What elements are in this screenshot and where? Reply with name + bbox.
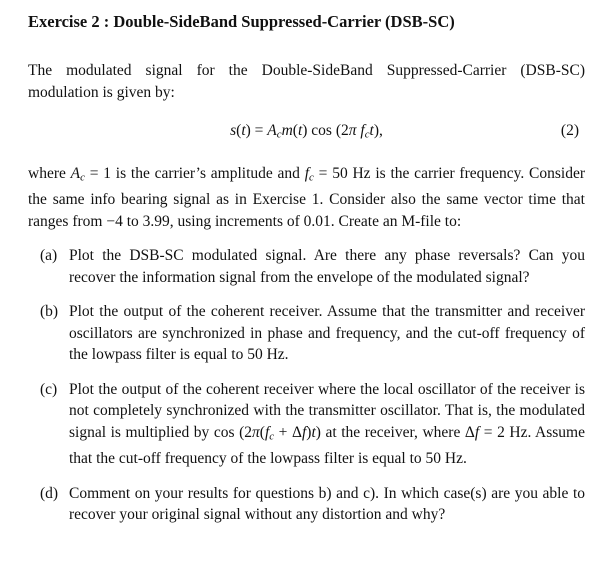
item-label-a: (a) xyxy=(40,247,58,265)
equation-row xyxy=(28,120,585,146)
equation: s(t) = Acm(t) cos (2π fct), xyxy=(230,122,383,141)
body-paragraph: where Ac = 1 is the carrier’s amplitude and fc = 50 Hz is the carrier frequency. Consider the same info bearing signal as in Exercise 1. Consider also the same vector time that ranges from −4 to 3.99, using increments of 0.01. Create an M-file to: xyxy=(28,165,585,230)
item-text-c: Plot the output of the coherent receiver where the local oscillator of the receiver is not completely synchronized with the transmitter oscillator. That is, the modulated signal is multiplied by cos (2π(fc + Δf)t) at the receiver, where Δf = 2 Hz. Assume that the cut-off frequency of the lowpass filter is equal to 50 Hz. xyxy=(69,380,585,468)
intro-paragraph: The modulated signal for the Double-SideBand Suppressed-Carrier (DSB-SC) modulation is given by: xyxy=(28,62,585,101)
item-label-b: (b) xyxy=(40,303,59,321)
equation-number: (2) xyxy=(560,122,579,139)
list-item-d xyxy=(40,483,585,526)
list-item-b xyxy=(40,301,585,366)
exercise-list xyxy=(28,245,585,525)
list-item-c xyxy=(40,379,585,470)
item-label-d: (d) xyxy=(40,484,59,502)
item-text-d: Comment on your results for questions b) and c). In which case(s) are you able to recover your original signal without any distortion and why? xyxy=(69,484,585,524)
page-title: Exercise 2 : Double-SideBand Suppressed-Carrier (DSB-SC) xyxy=(28,12,455,31)
list-item-a xyxy=(40,245,585,288)
item-text-a: Plot the DSB-SC modulated signal. Are there any phase reversals? Can you recover the information signal from the envelope of the modulated signal? xyxy=(69,247,585,286)
item-label-c: (c) xyxy=(40,380,58,398)
item-text-b: Plot the output of the coherent receiver. Assume that the transmitter and receiver oscillators are synchronized in phase and frequency, and the cut-off frequency of the lowpass filter is equal to 50 Hz. xyxy=(69,303,585,364)
